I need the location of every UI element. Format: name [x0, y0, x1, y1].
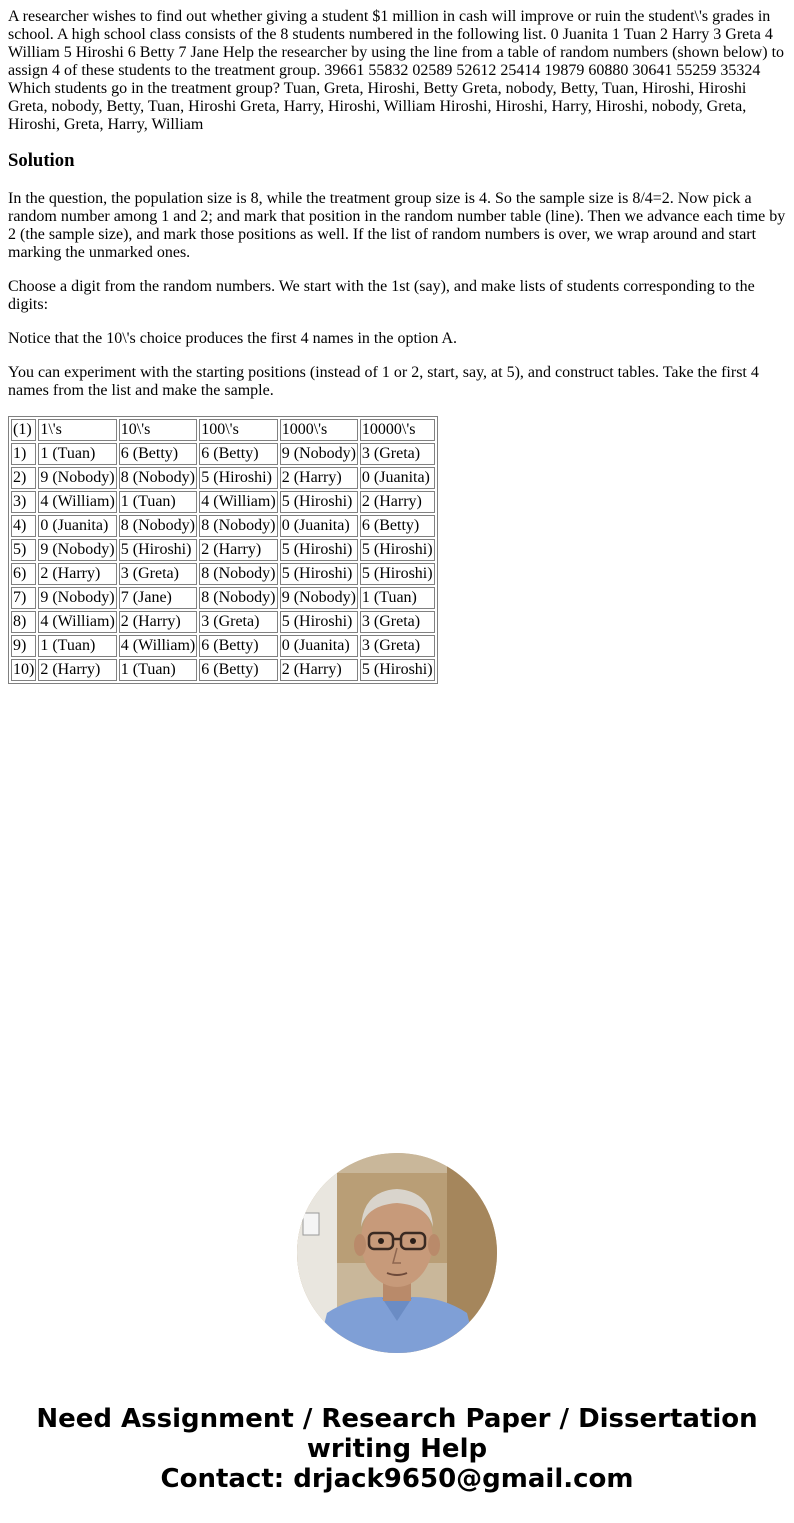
table-cell: 4 (William) [38, 491, 116, 513]
table-cell: 4) [11, 515, 36, 537]
table-cell: 0 (Juanita) [38, 515, 116, 537]
table-row [11, 515, 435, 537]
table-header-row [11, 419, 435, 441]
table-cell: 9 (Nobody) [38, 539, 116, 561]
table-cell: 9 (Nobody) [38, 467, 116, 489]
table-cell: 4 (William) [199, 491, 277, 513]
table-header-cell: 1000\'s [280, 419, 358, 441]
promo-contact-line: Contact: drjack9650@gmail.com [160, 1464, 634, 1494]
table-cell: 0 (Juanita) [280, 515, 358, 537]
table-cell: 8 (Nobody) [119, 467, 197, 489]
table-cell: 8 (Nobody) [199, 515, 277, 537]
solution-heading: Solution [8, 150, 75, 171]
solution-paragraph-3: Notice that the 10\'s choice produces the first 4 names in the option A. [8, 330, 457, 347]
document-body [8, 8, 786, 684]
table-cell: 3 (Greta) [199, 611, 277, 633]
table-cell: 2 (Harry) [38, 563, 116, 585]
question-text: A researcher wishes to find out whether giving a student $1 million in cash will improve or ruin the student\'s grades in school. A high school class consists of the 8 students numbered in the following list. 0 Juanita 1 Tuan 2 Harry 3 Greta 4 William 5 Hiroshi 6 Betty 7 Jane Help the researcher by using the line from a table of random numbers (shown below) to assign 4 of these students to the treatment group. 39661 55832 02589 52612 25414 19879 60880 30641 55259 35324 Which students go in the treatment group? Tuan, Greta, Hiroshi, Betty Greta, nobody, Betty, Tuan, Hiroshi, Hiroshi Greta, nobody, Betty, Tuan, Hiroshi Greta, Harry, Hiroshi, William Hiroshi, Hiroshi, Harry, Hiroshi, nobody, Greta, Hiroshi, Greta, Harry, William [8, 8, 785, 133]
table-cell: 3 (Greta) [360, 611, 435, 633]
table-cell: 5 (Hiroshi) [280, 563, 358, 585]
table-cell: 5 (Hiroshi) [119, 539, 197, 561]
table-row [11, 563, 435, 585]
table-row [11, 635, 435, 657]
table-cell: 9) [11, 635, 36, 657]
table-cell: 2 (Harry) [280, 467, 358, 489]
table-cell: 6) [11, 563, 36, 585]
table-cell: 1 (Tuan) [38, 635, 116, 657]
table-cell: 2 (Harry) [280, 659, 358, 681]
table-cell: 5) [11, 539, 36, 561]
table-cell: 8 (Nobody) [199, 563, 277, 585]
table-row [11, 659, 435, 681]
table-cell: 1 (Tuan) [38, 443, 116, 465]
table-cell: 4 (William) [38, 611, 116, 633]
table-cell: 9 (Nobody) [280, 443, 358, 465]
table-cell: 2 (Harry) [360, 491, 435, 513]
table-row [11, 491, 435, 513]
table-cell: 10) [11, 659, 36, 681]
table-cell: 1) [11, 443, 36, 465]
table-cell: 8) [11, 611, 36, 633]
table-header-cell: 10\'s [119, 419, 197, 441]
table-cell: 2 (Harry) [38, 659, 116, 681]
random-digit-table [8, 416, 438, 684]
table-row [11, 587, 435, 609]
table-cell: 5 (Hiroshi) [360, 659, 435, 681]
table-row [11, 443, 435, 465]
table-cell: 5 (Hiroshi) [360, 539, 435, 561]
table-cell: 3 (Greta) [119, 563, 197, 585]
table-cell: 4 (William) [119, 635, 197, 657]
table-header-cell: (1) [11, 419, 36, 441]
tutor-portrait-image [297, 1153, 497, 1353]
table-cell: 6 (Betty) [199, 659, 277, 681]
table-cell: 1 (Tuan) [119, 491, 197, 513]
table-cell: 7) [11, 587, 36, 609]
table-cell: 1 (Tuan) [119, 659, 197, 681]
table-cell: 3) [11, 491, 36, 513]
table-cell: 2 (Harry) [119, 611, 197, 633]
solution-paragraph-2: Choose a digit from the random numbers. We start with the 1st (say), and make lists of students corresponding to the digits: [8, 278, 755, 313]
table-cell: 0 (Juanita) [280, 635, 358, 657]
table-cell: 2 (Harry) [199, 539, 277, 561]
table-row [11, 467, 435, 489]
solution-paragraph-1: In the question, the population size is 8, while the treatment group size is 4. So the sample size is 8/4=2. Now pick a random number among 1 and 2; and mark that position in the random number table (line). Then we advance each time by 2 (the sample size), and mark those positions as well. If the list of random numbers is over, we wrap around and start marking the unmarked ones. [8, 190, 786, 261]
table-cell: 6 (Betty) [199, 635, 277, 657]
table-cell: 5 (Hiroshi) [280, 539, 358, 561]
tutor-avatar [297, 1153, 497, 1353]
table-row [11, 611, 435, 633]
table-cell: 0 (Juanita) [360, 467, 435, 489]
table-cell: 6 (Betty) [199, 443, 277, 465]
table-cell: 6 (Betty) [360, 515, 435, 537]
table-cell: 6 (Betty) [119, 443, 197, 465]
table-cell: 3 (Greta) [360, 443, 435, 465]
table-header-cell: 100\'s [199, 419, 277, 441]
table-header-cell: 1\'s [38, 419, 116, 441]
table-cell: 7 (Jane) [119, 587, 197, 609]
table-row [11, 539, 435, 561]
table-cell: 8 (Nobody) [119, 515, 197, 537]
table-cell: 3 (Greta) [360, 635, 435, 657]
promo-banner [0, 1404, 794, 1494]
table-cell: 5 (Hiroshi) [280, 491, 358, 513]
promo-line-2: writing Help [306, 1434, 488, 1464]
promo-line-1: Need Assignment / Research Paper / Dissertation [36, 1404, 758, 1434]
solution-paragraph-4: You can experiment with the starting positions (instead of 1 or 2, start, say, at 5), and construct tables. Take the first 4 names from the list and make the sample. [8, 364, 759, 399]
table-cell: 9 (Nobody) [280, 587, 358, 609]
table-cell: 1 (Tuan) [360, 587, 435, 609]
table-cell: 8 (Nobody) [199, 587, 277, 609]
table-header-cell: 10000\'s [360, 419, 435, 441]
table-cell: 5 (Hiroshi) [199, 467, 277, 489]
table-cell: 9 (Nobody) [38, 587, 116, 609]
table-cell: 5 (Hiroshi) [360, 563, 435, 585]
table-cell: 2) [11, 467, 36, 489]
table-cell: 5 (Hiroshi) [280, 611, 358, 633]
